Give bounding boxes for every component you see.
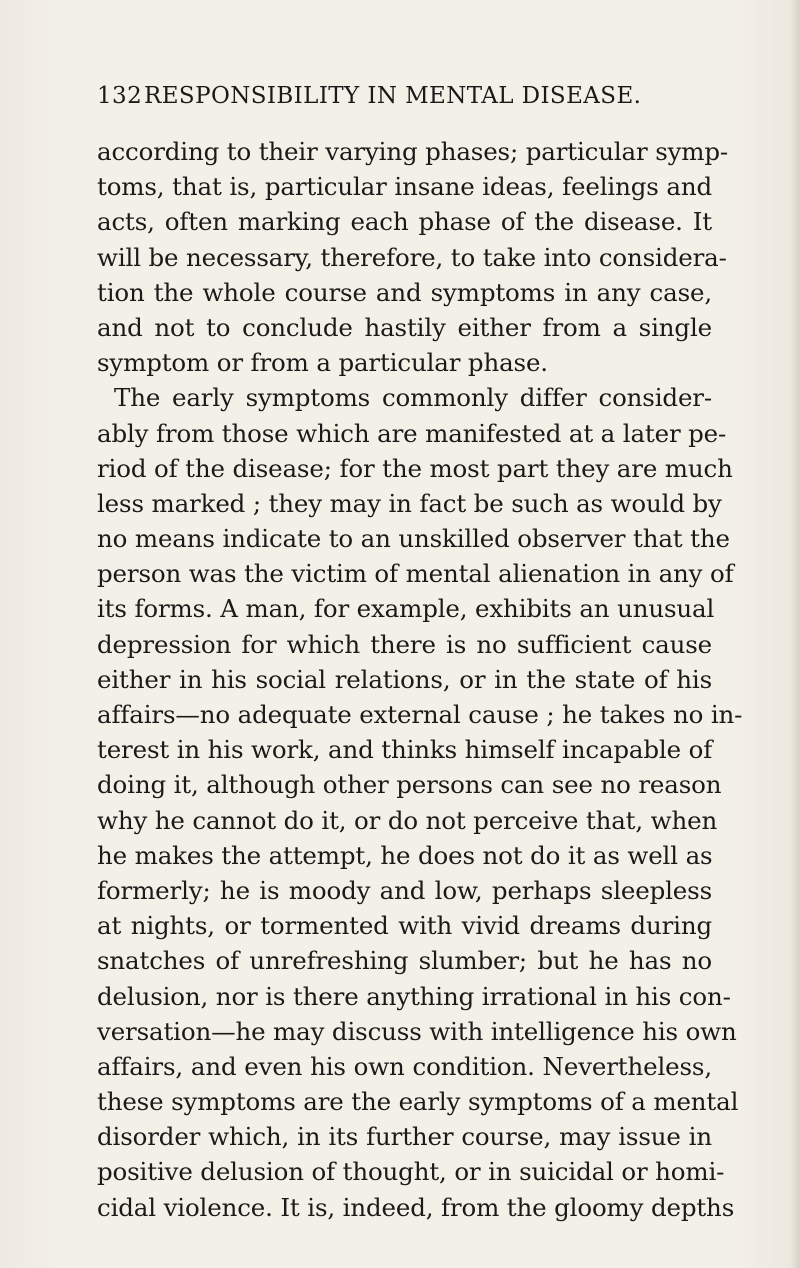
text-line: affairs, and even his own condition. Nevertheless, — [97, 1051, 712, 1081]
text-line: positive delusion of thought, or in suicidal or homi- — [97, 1157, 725, 1187]
text-line: terest in his work, and thinks himself incapable of — [97, 735, 713, 765]
text-line: why he cannot do it, or do not perceive that, when — [97, 805, 718, 835]
text-line: formerly; he is moody and low, perhaps sleepless — [97, 875, 712, 905]
text-line: less marked ; they may in fact be such as would by — [97, 488, 722, 518]
page-edge-shadow — [790, 0, 800, 1268]
text-line: riod of the disease; for the most part they are much — [97, 453, 733, 483]
text-line: he makes the attempt, he does not do it as well as — [97, 840, 713, 870]
text-line: acts, often marking each phase of the disease. It — [97, 207, 712, 237]
text-line: these symptoms are the early symptoms of a mental — [97, 1087, 739, 1117]
text-line: versation—he may discuss with intelligence his own — [97, 1016, 737, 1046]
text-line: according to their varying phases; particular symp- — [97, 137, 729, 166]
text-line: tion the whole course and symptoms in any case, — [97, 277, 712, 307]
text-line: symptom or from a particular phase. — [97, 348, 548, 378]
text-line: affairs—no adequate external cause ; he takes no in- — [97, 700, 743, 729]
text-line: person was the victim of mental alienation in any of — [97, 559, 734, 589]
text-line: at nights, or tormented with vivid dreams during — [97, 911, 712, 941]
page-number: 132 — [97, 83, 143, 109]
running-head — [97, 83, 717, 115]
running-title: RESPONSIBILITY IN MENTAL DISEASE. — [144, 83, 642, 109]
text-line: cidal violence. It is, indeed, from the gloomy depths — [97, 1192, 735, 1222]
text-line: depression for which there is no sufficient cause — [97, 629, 712, 659]
text-line: doing it, although other persons can see no reason — [97, 770, 722, 800]
text-line: delusion, nor is there anything irrational in his con- — [97, 981, 731, 1011]
text-line: its forms. A man, for example, exhibits an unusual — [97, 594, 715, 624]
text-line: and not to conclude hastily either from a single — [97, 312, 712, 342]
body-text — [97, 134, 743, 1225]
text-line: ably from those which are manifested at a later pe- — [97, 418, 727, 448]
text-line: snatches of unrefreshing slumber; but he has no — [97, 946, 712, 976]
text-line: no means indicate to an unskilled observer that the — [97, 524, 730, 554]
text-line: will be necessary, therefore, to take into considera- — [97, 242, 727, 272]
text-line: The early symptoms commonly differ consider- — [114, 383, 712, 413]
text-line: either in his social relations, or in the state of his — [97, 664, 712, 694]
text-line: disorder which, in its further course, may issue in — [97, 1122, 712, 1152]
text-line: toms, that is, particular insane ideas, feelings and — [97, 172, 712, 202]
